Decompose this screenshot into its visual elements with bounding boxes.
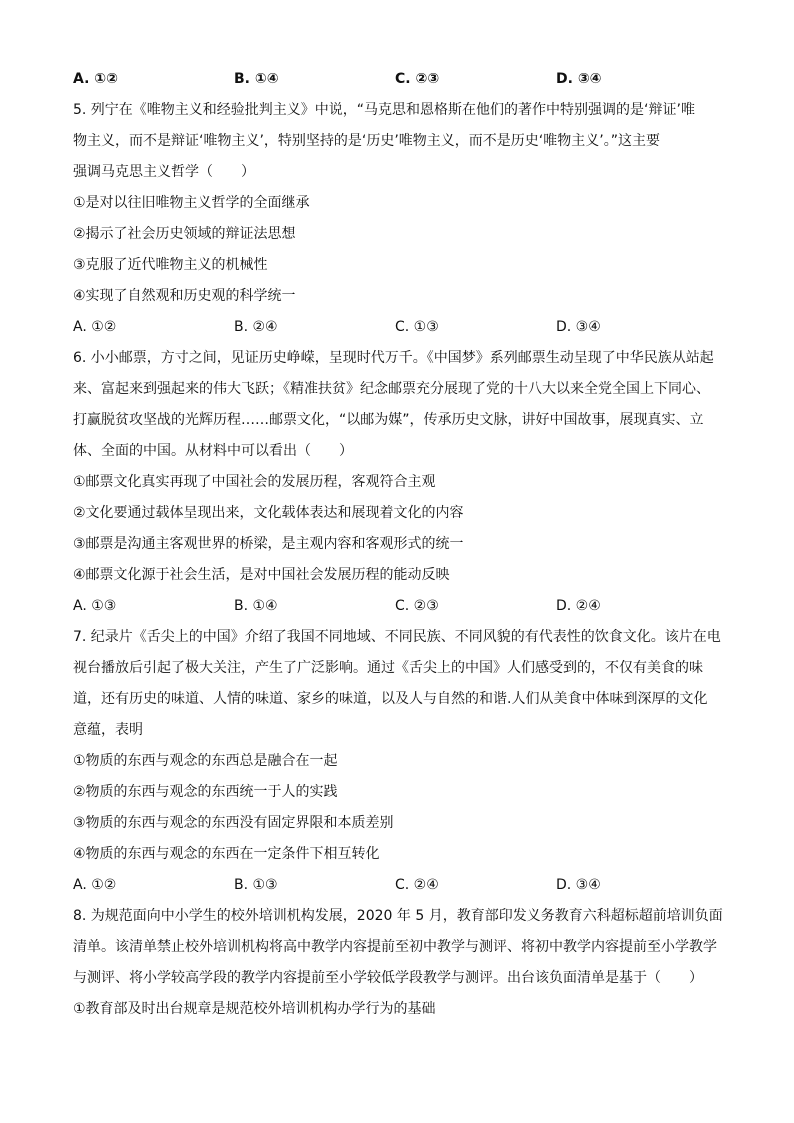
question-4-options [73,64,723,95]
question-stem-line: 来、富起来到强起来的伟大飞跃；《精准扶贫》纪念邮票充分展现了党的十八大以来全党全国上下同心、 [73,381,710,397]
statement: ②文化要通过载体呈现出来，文化载体表达和展现着文化的内容 [73,505,464,521]
question-6-options [73,591,723,622]
question-stem-line: 清单。该清单禁止校外培训机构将高中教学内容提前至初中教学与测评、将初中教学内容提前至小学教学 [73,939,717,955]
statement: ③物质的东西与观念的东西没有固定界限和本质差别 [73,815,394,831]
question-7-options [73,870,723,901]
statement: ②物质的东西与观念的东西统一于人的实践 [73,784,338,800]
option-b: B. ①③ [234,877,278,893]
option-d: D. ③④ [556,877,601,893]
statement: ①物质的东西与观念的东西总是融合在一起 [73,753,338,769]
question-stem-line: 打赢脱贫攻坚战的光辉历程……邮票文化，“以邮为媒”，传承历史文脉，讲好中国故事，展现真实、立 [73,412,704,428]
option-c: C. ①③ [395,319,439,335]
exam-page [73,64,723,1025]
option-d: D. ③④ [556,71,602,87]
option-b: B. ①④ [234,598,278,614]
option-a: A. ①② [73,71,118,87]
question-stem-line: 6. 小小邮票，方寸之间，见证历史峥嵘，呈现时代万千。《中国梦》系列邮票生动呈现了中华民族从站起 [73,350,714,366]
option-b: B. ①④ [234,71,279,87]
option-a: A. ①② [73,319,117,335]
question-stem-line: 7. 纪录片《舌尖上的中国》介绍了我国不同地域、不同民族、不同风貌的有代表性的饮食文化。该片在电 [73,629,721,645]
question-5 [73,95,723,343]
statement: ①教育部及时出台规章是规范校外培训机构办学行为的基础 [73,1001,436,1017]
statement: ①邮票文化真实再现了中国社会的发展历程，客观符合主观 [73,474,436,490]
statement: ④实现了自然观和历史观的科学统一 [73,288,296,304]
statement: ②揭示了社会历史领域的辩证法思想 [73,226,296,242]
option-c: C. ②③ [395,598,439,614]
question-stem-line: 视台播放后引起了极大关注，产生了广泛影响。通过《舌尖上的中国》人们感受到的，不仅有美食的味 [73,660,703,676]
question-stem-line: 体、全面的中国。从材料中可以看出（ ） [73,443,353,459]
question-stem-line: 物主义，而不是辩证‘唯物主义’，特别坚持的是‘历史’唯物主义，而不是历史‘唯物主义’。”这主要 [73,133,660,149]
option-b: B. ②④ [234,319,278,335]
question-5-options [73,312,723,343]
question-stem-line: 强调马克思主义哲学（ ） [73,164,255,180]
option-d: D. ③④ [556,319,601,335]
question-7 [73,622,723,901]
question-stem-line: 意蕴，表明 [73,722,143,738]
option-d: D. ②④ [556,598,601,614]
question-stem-line: 8. 为规范面向中小学生的校外培训机构发展，2020 年 5 月，教育部印发义务教育六科超标超前培训负面 [73,908,723,924]
option-a: A. ①③ [73,598,117,614]
question-stem-line: 与测评、将小学较高学段的教学内容提前至小学较低学段教学与测评。出台该负面清单是基于（ ） [73,970,703,986]
option-a: A. ①② [73,877,117,893]
question-6 [73,343,723,622]
option-c: C. ②③ [395,71,440,87]
question-8 [73,901,723,1025]
statement: ④邮票文化源于社会生活，是对中国社会发展历程的能动反映 [73,567,450,583]
statement: ③邮票是沟通主客观世界的桥梁，是主观内容和客观形式的统一 [73,536,464,552]
statement: ③克服了近代唯物主义的机械性 [73,257,268,273]
statement: ④物质的东西与观念的东西在一定条件下相互转化 [73,846,380,862]
option-c: C. ②④ [395,877,439,893]
question-stem-line: 道，还有历史的味道、人情的味道、家乡的味道，以及人与自然的和谐.人们从美食中体味到深厚的文化 [73,691,708,707]
question-stem-line: 5. 列宁在《唯物主义和经验批判主义》中说，“马克思和恩格斯在他们的著作中特别强调的是‘辩证’唯 [73,102,695,118]
statement: ①是对以往旧唯物主义哲学的全面继承 [73,195,310,211]
